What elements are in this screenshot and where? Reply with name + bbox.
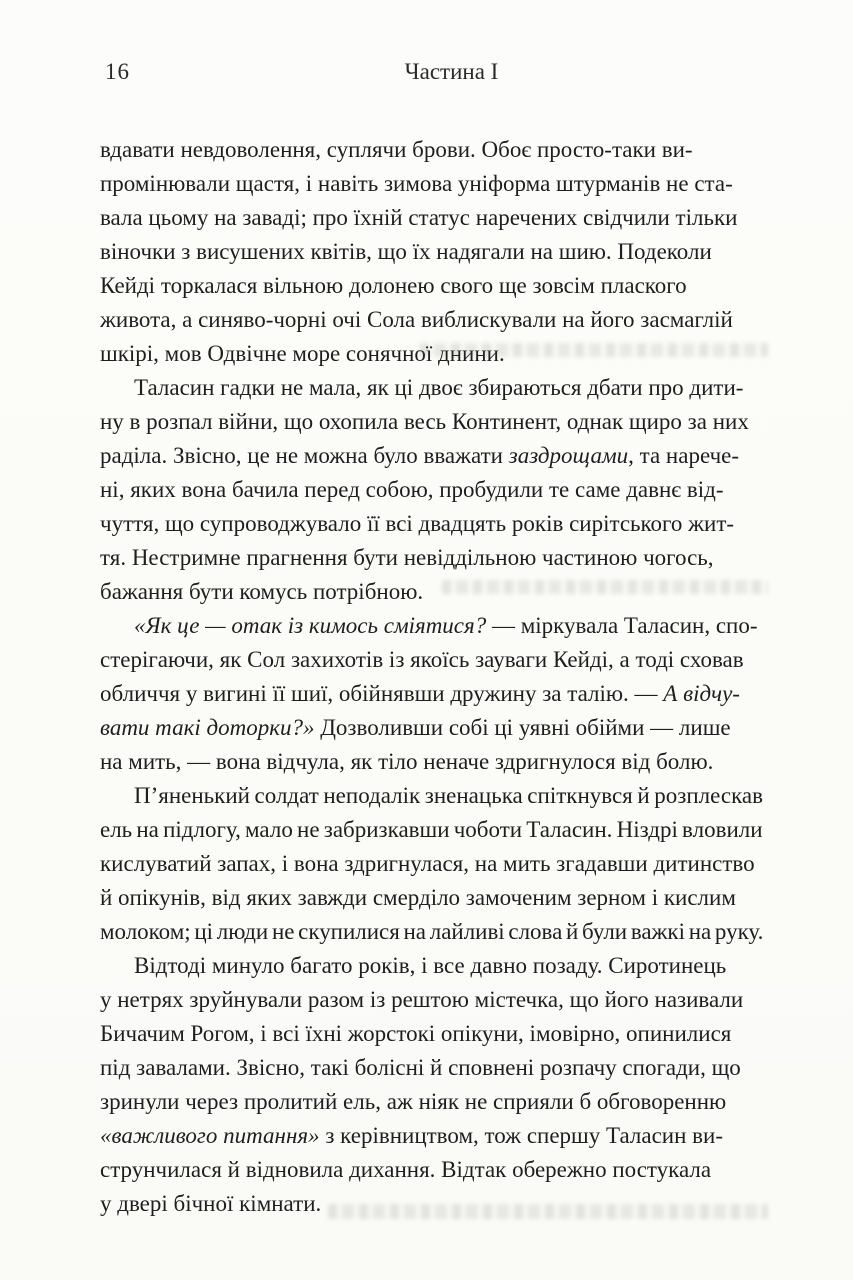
text-line (100, 541, 763, 575)
text-line (100, 745, 763, 779)
text-line (100, 1085, 763, 1119)
page-number: 16 (105, 59, 130, 84)
text-line (100, 847, 763, 881)
text-line (100, 575, 763, 609)
text-segment: ну в розпал війни, що охопила весь Континент, однак щиро за них (100, 409, 749, 434)
text-line (100, 1153, 763, 1187)
text-segment: бажання бути комусь потрібною. (100, 579, 424, 604)
text-segment: вала цьому на заваді; про їхній статус наречених свідчили тільки (100, 205, 738, 230)
text-line (100, 473, 763, 507)
text-line (100, 643, 763, 677)
italic-text-segment: «важливого питання» (100, 1123, 320, 1148)
text-line (134, 609, 763, 643)
text-line (100, 439, 763, 473)
text-segment: й опікунів, від яких завжди смерділо замоченим зерном і кислим (100, 885, 736, 910)
text-line (100, 1017, 763, 1051)
text-line (100, 1119, 763, 1153)
italic-text-segment: А відчу- (663, 681, 740, 706)
text-segment: Дозволивши собі ці уявні обійми — лише (314, 715, 731, 740)
text-segment: під завалами. Звісно, такі болісні й сповнені розпачу спогади, що (100, 1055, 741, 1080)
text-segment: обличчя у вигині її шиї, обійнявши дружину за талію. — (100, 681, 664, 706)
text-segment: живота, а синяво-чорні очі Сола виблискували на його засмаглій (100, 307, 733, 332)
text-segment: Кейді торкалася вільною долонею свого ще зовсім плаского (100, 273, 687, 298)
text-line (100, 881, 763, 915)
text-line (100, 915, 763, 949)
text-segment: на мить, — вона відчула, як тіло неначе здригнулося від болю. (100, 749, 714, 774)
text-line (100, 405, 763, 439)
text-segment: молоком; ці люди не скупилися на лайливі слова й були важкі на руку. (100, 919, 764, 944)
text-line (100, 711, 763, 745)
text-line (100, 813, 763, 847)
text-line (100, 235, 763, 269)
text-segment: ні, яких вона бачила перед собою, пробудили те саме давнє від- (100, 477, 724, 502)
italic-text-segment: вати такі доторки?» (100, 715, 315, 740)
running-title: Частина I (404, 59, 499, 84)
text-segment: з керівництвом, тож спершу Таласин ви- (319, 1123, 723, 1148)
text-segment: зринули через пролитий ель, аж ніяк не сприяли б обговоренню (100, 1089, 727, 1114)
text-segment: , та нарече- (628, 443, 740, 468)
italic-text-segment: «Як це — отак із кимось сміятися? (134, 613, 487, 638)
text-line (100, 507, 763, 541)
body-text (100, 133, 763, 1221)
text-segment: Відтоді минуло багато років, і все давно позаду. Сиротинець (134, 953, 727, 978)
text-segment: тя. Нестримне прагнення бути невіддільною частиною чогось, (100, 545, 714, 570)
text-line (100, 201, 763, 235)
text-line (100, 167, 763, 201)
text-segment: шкірі, мов Одвічне море сонячної днини. (100, 341, 505, 366)
text-segment: струнчилася й відновила дихання. Відтак обережно постукала (100, 1157, 712, 1182)
text-line (100, 1187, 763, 1221)
text-line (100, 269, 763, 303)
text-segment: Бичачим Рогом, і всі їхні жорстокі опікуни, імовірно, опинилися (100, 1021, 732, 1046)
text-segment: віночки з висушених квітів, що їх надягали на шию. Подеколи (100, 239, 712, 264)
text-segment: у нетрях зруйнували разом із рештою містечка, що його називали (100, 987, 744, 1012)
italic-text-segment: заздрощами (508, 443, 629, 468)
text-segment: кислуватий запах, і вона здригнулася, на мить згадавши дитинство (100, 851, 755, 876)
text-line (134, 949, 763, 983)
text-segment: ель на підлогу, мало не забризкавши чоботи Таласин. Ніздрі вловили (100, 817, 763, 842)
text-segment: чуття, що супроводжувало її всі двадцять років сирітського жит- (100, 511, 735, 536)
text-segment: П’яненький солдат неподалік зненацька спіткнувся й розплескав (134, 783, 763, 808)
text-line (100, 337, 763, 371)
text-segment: Таласин гадки не мала, як ці двоє збираються дбати про дити- (134, 375, 744, 400)
text-line (100, 983, 763, 1017)
text-segment: вдавати невдоволення, суплячи брови. Обоє просто-таки ви- (100, 137, 693, 162)
text-line (100, 133, 763, 167)
text-line (100, 1051, 763, 1085)
text-line (100, 677, 763, 711)
text-segment: у двері бічної кімнати. (100, 1191, 322, 1216)
text-segment: — міркувала Таласин, спо- (486, 613, 758, 638)
text-segment: промінювали щастя, і навіть зимова уніформа штурманів не ста- (100, 171, 733, 196)
text-line (134, 371, 763, 405)
text-segment: стерігаючи, як Сол захихотів із якоїсь зауваги Кейді, а тоді сховав (100, 647, 744, 672)
text-line (100, 303, 763, 337)
page-header (100, 58, 763, 86)
text-segment: раділа. Звісно, це не можна було вважати (100, 443, 509, 468)
text-line (134, 779, 763, 813)
